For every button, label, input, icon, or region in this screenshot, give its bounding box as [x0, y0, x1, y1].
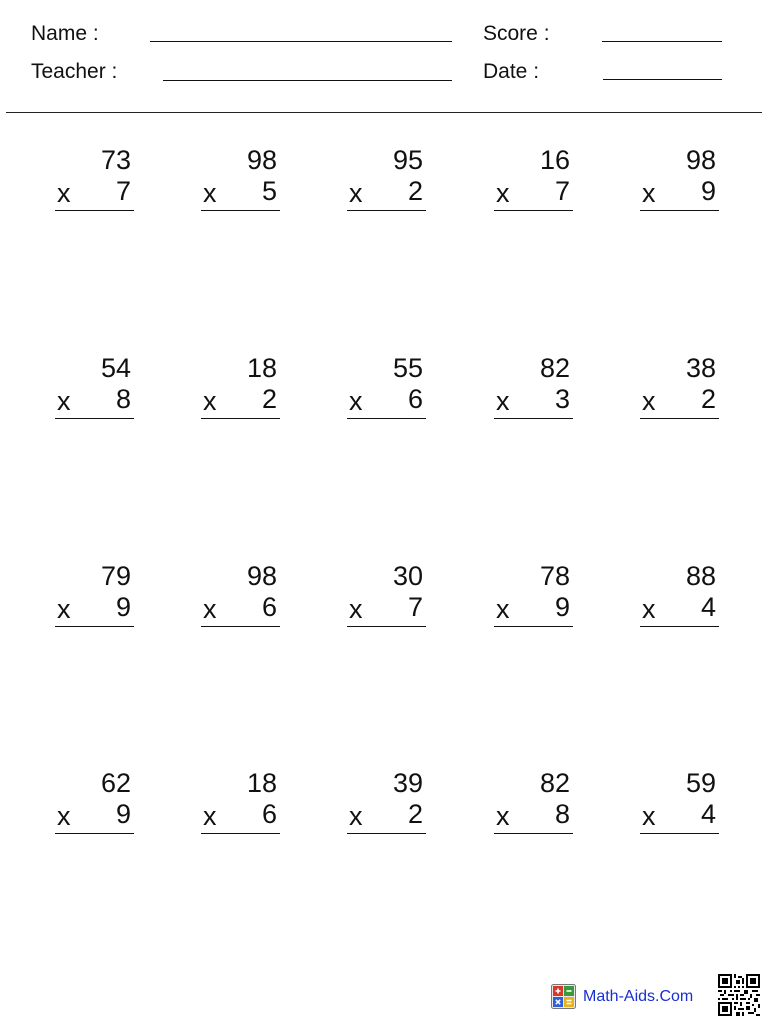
multiply-operator: x [496, 801, 510, 831]
problem-item [55, 768, 135, 832]
answer-line [201, 418, 280, 419]
answer-line [55, 833, 134, 834]
multiplier: 9 [554, 592, 570, 622]
multiply-operator: x [349, 801, 363, 831]
multiplier: 6 [261, 592, 277, 622]
multiply-operator: x [496, 594, 510, 624]
multiply-operator: x [203, 594, 217, 624]
multiply-operator: x [642, 386, 656, 416]
multiplier: 6 [407, 384, 423, 414]
answer-line [640, 626, 719, 627]
multiplicand: 98 [246, 145, 277, 175]
multiplier: 7 [407, 592, 423, 622]
multiplier: 7 [554, 176, 570, 206]
multiply-operator: x [496, 178, 510, 208]
answer-line [494, 626, 573, 627]
answer-line [347, 833, 426, 834]
multiplier: 8 [115, 384, 131, 414]
multiplicand: 62 [100, 768, 131, 798]
problem-item [55, 561, 135, 625]
answer-line [347, 626, 426, 627]
qr-code-icon [718, 974, 760, 1016]
multiplicand: 38 [685, 353, 716, 383]
problem-item [55, 353, 135, 417]
multiply-operator: x [203, 178, 217, 208]
problem-item [347, 353, 427, 417]
multiplier: 7 [115, 176, 131, 206]
multiplier: 2 [700, 384, 716, 414]
multiply-operator: x [642, 594, 656, 624]
answer-line [55, 626, 134, 627]
multiplicand: 95 [392, 145, 423, 175]
multiplier: 6 [261, 799, 277, 829]
problem-item [494, 768, 574, 832]
multiply-operator: x [57, 594, 71, 624]
multiplier: 5 [261, 176, 277, 206]
multiply-operator: x [642, 801, 656, 831]
answer-line [494, 418, 573, 419]
problem-item [347, 145, 427, 209]
multiply-operator: x [57, 178, 71, 208]
multiplicand: 16 [539, 145, 570, 175]
answer-line [201, 833, 280, 834]
multiplicand: 18 [246, 768, 277, 798]
problem-item [494, 145, 574, 209]
multiplicand: 98 [685, 145, 716, 175]
multiplier: 8 [554, 799, 570, 829]
multiply-operator: x [203, 801, 217, 831]
multiplier: 9 [115, 799, 131, 829]
multiplier: 2 [407, 799, 423, 829]
multiplier: 2 [261, 384, 277, 414]
multiplicand: 54 [100, 353, 131, 383]
problem-item [55, 145, 135, 209]
teacher-label: Teacher : [31, 60, 118, 83]
answer-line [347, 210, 426, 211]
multiplicand: 30 [392, 561, 423, 591]
answer-line [494, 833, 573, 834]
multiply-operator: x [349, 594, 363, 624]
answer-line [347, 418, 426, 419]
calculator-icon [551, 984, 576, 1009]
score-label: Score : [483, 22, 550, 45]
problem-item [201, 768, 281, 832]
problem-item [201, 561, 281, 625]
answer-line [494, 210, 573, 211]
multiply-operator: x [57, 386, 71, 416]
answer-line [55, 418, 134, 419]
problem-item [347, 768, 427, 832]
problem-item [494, 353, 574, 417]
multiplicand: 78 [539, 561, 570, 591]
multiplicand: 88 [685, 561, 716, 591]
answer-line [201, 626, 280, 627]
problem-item [640, 353, 720, 417]
problem-item [640, 561, 720, 625]
problem-item [640, 768, 720, 832]
multiply-operator: x [642, 178, 656, 208]
multiplicand: 79 [100, 561, 131, 591]
problem-item [347, 561, 427, 625]
multiply-operator: x [203, 386, 217, 416]
multiplicand: 82 [539, 353, 570, 383]
answer-line [640, 833, 719, 834]
multiply-operator: x [496, 386, 510, 416]
math-aids-link[interactable]: Math-Aids.Com [583, 988, 694, 1005]
multiplier: 9 [700, 176, 716, 206]
problem-item [494, 561, 574, 625]
answer-line [55, 210, 134, 211]
multiplier: 2 [407, 176, 423, 206]
answer-line [640, 210, 719, 211]
problem-item [640, 145, 720, 209]
multiplier: 9 [115, 592, 131, 622]
multiplier: 4 [700, 592, 716, 622]
multiplicand: 73 [100, 145, 131, 175]
multiplier: 4 [700, 799, 716, 829]
multiplicand: 55 [392, 353, 423, 383]
multiply-operator: x [349, 386, 363, 416]
answer-line [640, 418, 719, 419]
multiplier: 3 [554, 384, 570, 414]
answer-line [201, 210, 280, 211]
multiplicand: 59 [685, 768, 716, 798]
multiplicand: 98 [246, 561, 277, 591]
multiplicand: 82 [539, 768, 570, 798]
multiply-operator: x [57, 801, 71, 831]
multiply-operator: x [349, 178, 363, 208]
multiplicand: 39 [392, 768, 423, 798]
problem-item [201, 145, 281, 209]
name-label: Name : [31, 22, 99, 45]
multiplicand: 18 [246, 353, 277, 383]
problem-item [201, 353, 281, 417]
date-label: Date : [483, 60, 540, 83]
